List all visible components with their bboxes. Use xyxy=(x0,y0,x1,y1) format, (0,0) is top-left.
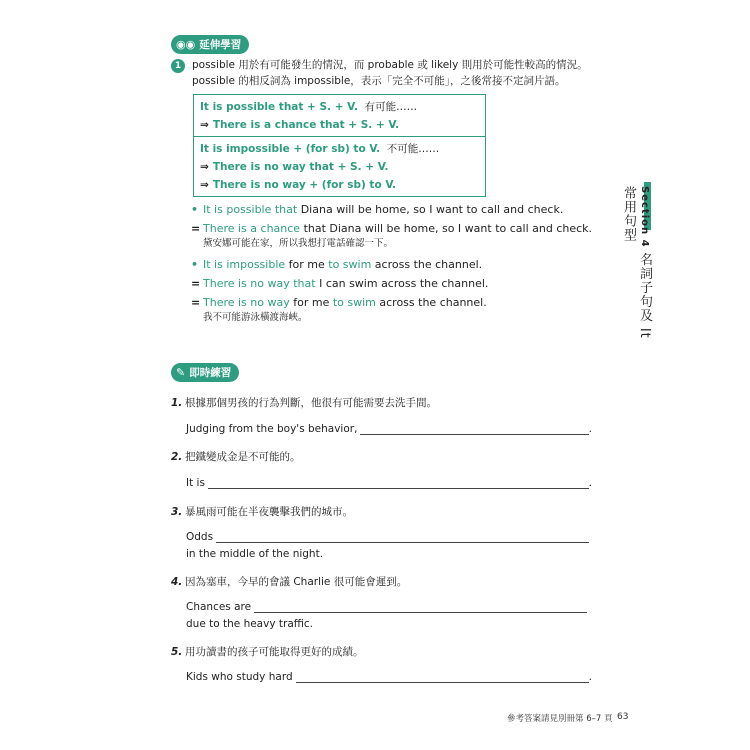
answer-reference-note: 參考答案請見別冊第 6–7 頁 xyxy=(507,714,613,724)
answer-3 xyxy=(186,531,589,543)
equals-icon: = xyxy=(191,277,201,290)
answer-2 xyxy=(186,477,592,489)
example-1-keyword: It is possible that xyxy=(203,203,298,216)
example-2-keyword: There is a chance xyxy=(203,222,301,235)
chapter-title: 名詞子句及 It 常用句型 xyxy=(621,186,652,339)
pattern-possible-meaning: 有可能…… xyxy=(364,101,418,113)
example-3-mid: for me xyxy=(285,258,329,271)
question-number: 2. xyxy=(171,451,183,463)
answer-prefix: Odds xyxy=(186,531,214,543)
question-number: 4. xyxy=(171,576,183,588)
pattern-section-possible xyxy=(194,95,485,136)
example-2 xyxy=(191,221,592,237)
example-5-text: across the channel. xyxy=(375,296,487,309)
pattern-possible: It is possible that + S. + V. xyxy=(200,101,358,113)
question-text: 把鐵變成金是不可能的。 xyxy=(185,451,301,463)
bullet-icon: • xyxy=(191,258,199,271)
example-5-mid: for me xyxy=(289,296,333,309)
question-text: 根據那個男孩的行為判斷，他很有可能需要去洗手間。 xyxy=(185,397,437,409)
answer-4-continuation: due to the heavy traffic. xyxy=(186,618,314,630)
binoculars-icon: ◉◉ xyxy=(176,38,196,51)
question-3 xyxy=(171,504,353,519)
example-4-keyword: There is no way that xyxy=(203,277,316,290)
answer-blank[interactable] xyxy=(208,477,589,489)
answer-blank[interactable] xyxy=(360,423,588,435)
answer-prefix: Kids who study hard xyxy=(186,671,293,683)
intro-line2: possible 的相反詞為 impossible，表示「完全不可能」，之後常接不定詞片語。 xyxy=(192,75,566,87)
question-number: 1. xyxy=(171,397,183,409)
answer-5 xyxy=(186,671,592,683)
example-4 xyxy=(191,276,488,292)
pattern-no-way-that: There is no way that + S. + V. xyxy=(212,161,389,173)
intro-line1-b: 用於有可能發生的情況，而 probable 或 likely 則用於可能性較高的情況。 xyxy=(235,59,588,71)
practice-tag xyxy=(171,363,239,382)
pattern-no-way-for: There is no way + (for sb) to V. xyxy=(212,179,397,191)
answer-blank[interactable] xyxy=(296,671,589,683)
pencil-icon: ✎ xyxy=(176,366,186,379)
example-4-text: I can swim across the channel. xyxy=(315,277,489,290)
bullet-icon: • xyxy=(191,203,199,216)
example-3-keyword2: to swim xyxy=(328,258,372,271)
example-5 xyxy=(191,295,487,311)
answer-blank[interactable] xyxy=(254,601,587,613)
question-number: 3. xyxy=(171,506,183,518)
question-5 xyxy=(171,644,364,659)
extension-tag xyxy=(171,35,249,54)
practice-tag-label: 即時練習 xyxy=(189,367,232,379)
example-3 xyxy=(191,257,482,273)
example-5-keyword2: to swim xyxy=(332,296,376,309)
section-label: Section 4 xyxy=(639,186,650,248)
question-1 xyxy=(171,395,437,410)
answer-end: . xyxy=(588,423,592,435)
example-3-keyword: It is impossible xyxy=(203,258,286,271)
equals-icon: = xyxy=(191,296,201,309)
equals-icon: = xyxy=(191,222,201,235)
sidebar-title xyxy=(620,186,652,356)
example-2-text: that Diana will be home, so I want to call and check. xyxy=(300,222,593,235)
answer-end: . xyxy=(588,477,592,489)
pattern-section-impossible xyxy=(194,136,485,196)
question-text: 暴風雨可能在半夜襲擊我們的城市。 xyxy=(185,506,353,518)
question-text: 用功讀書的孩子可能取得更好的成績。 xyxy=(185,646,364,658)
example-3-text: across the channel. xyxy=(371,258,483,271)
question-text: 因為塞車，今早的會議 Charlie 很可能會遲到。 xyxy=(185,576,408,588)
answer-prefix: It is xyxy=(186,477,205,489)
pattern-chance: There is a chance that + S. + V. xyxy=(212,119,400,131)
point-number: 1 xyxy=(171,59,185,73)
example-1 xyxy=(191,202,563,218)
question-4 xyxy=(171,574,407,589)
answer-blank[interactable] xyxy=(216,531,589,543)
question-number: 5. xyxy=(171,646,183,658)
answer-1 xyxy=(186,423,592,435)
question-2 xyxy=(171,449,301,464)
answer-4 xyxy=(186,601,587,613)
pattern-impossible-meaning: 不可能…… xyxy=(386,143,440,155)
page-number: 63 xyxy=(617,712,629,722)
extension-tag-label: 延伸學習 xyxy=(199,39,242,51)
pattern-impossible: It is impossible + (for sb) to V. xyxy=(200,143,381,155)
arrow-icon: ⇒ xyxy=(200,119,209,131)
answer-prefix: Chances are xyxy=(186,601,252,613)
answer-3-continuation: in the middle of the night. xyxy=(186,548,324,560)
example-1-text: Diana will be home, so I want to call and check. xyxy=(297,203,564,216)
answer-end: . xyxy=(588,671,592,683)
pattern-box xyxy=(193,94,486,197)
example-5-keyword: There is no way xyxy=(203,296,290,309)
arrow-icon: ⇒ xyxy=(200,161,209,173)
intro-text xyxy=(192,57,612,89)
example-5-translation: 我不可能游泳橫渡海峽。 xyxy=(203,312,308,323)
intro-line1-a: possible xyxy=(192,59,235,71)
arrow-icon: ⇒ xyxy=(200,179,209,191)
answer-prefix: Judging from the boy's behavior, xyxy=(186,423,358,435)
example-2-translation: 黛安娜可能在家，所以我想打電話確認一下。 xyxy=(203,238,394,249)
